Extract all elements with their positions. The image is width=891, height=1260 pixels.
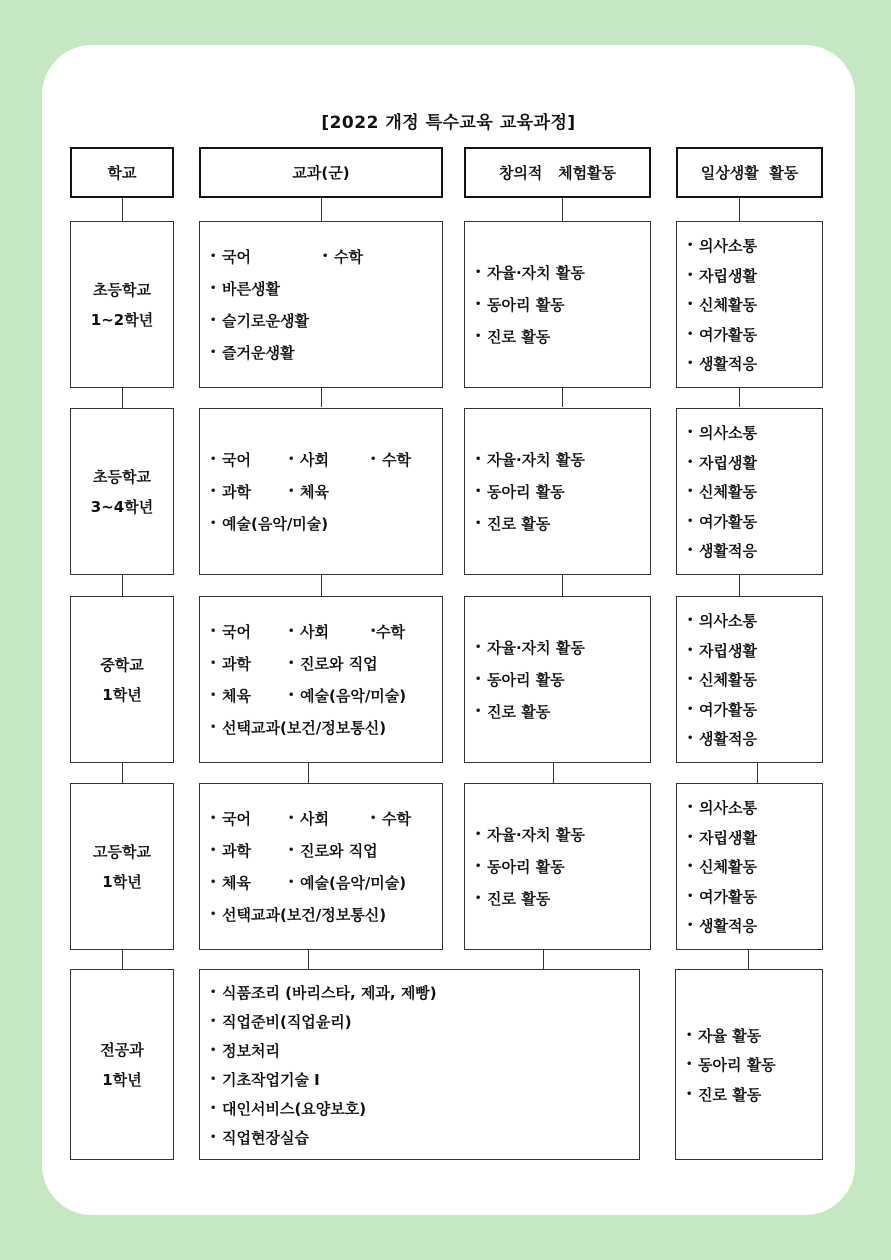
list-item: • 수학 xyxy=(322,248,363,266)
page-title: [2022 개정 특수교육 교육과정] xyxy=(321,113,576,133)
grade-name: 고등학교 xyxy=(93,842,151,861)
grade-year: 1학년 xyxy=(102,685,142,704)
grade-name: 중학교 xyxy=(100,655,144,674)
subject-row xyxy=(210,616,442,648)
header-daily xyxy=(676,147,823,198)
list-item: • 진로와 직업 xyxy=(288,842,378,860)
list-item: • 의사소통 xyxy=(687,799,757,817)
list-item: • 체육 xyxy=(210,687,251,705)
connector-daily-3 xyxy=(757,762,758,784)
list-item: • 사회 xyxy=(288,810,329,828)
grade-elem-3-4 xyxy=(70,408,174,575)
header-subjects xyxy=(199,147,443,198)
list-item: • 슬기로운생활 xyxy=(210,312,309,330)
list-item: • 예술(음악/미술) xyxy=(210,515,329,533)
list-item: • 의사소통 xyxy=(687,424,757,442)
list-item: • 식품조리 (바리스타, 제과, 제빵) xyxy=(210,983,437,1002)
list-item: • 국어 xyxy=(210,451,251,469)
list-item: • 동아리 활동 xyxy=(475,483,565,501)
list-item: • 자립생활 xyxy=(687,641,757,660)
list-item: • 선택교과(보건/정보통신) xyxy=(210,719,387,737)
list-item: • 국어 xyxy=(210,810,251,828)
subject-row xyxy=(210,444,442,476)
list-item: • 직업준비(직업윤리) xyxy=(210,1012,352,1031)
subject-row xyxy=(210,803,442,835)
list-item: • 자립생활 xyxy=(687,453,757,472)
header-creative xyxy=(464,147,651,198)
list-item: • 여가활동 xyxy=(687,512,757,531)
creative-high-1 xyxy=(464,783,651,950)
list-item: • 즐거운생활 xyxy=(210,344,295,362)
grade-name: 초등학교 xyxy=(93,280,151,299)
list-item: • 대인서비스(요양보호) xyxy=(210,1099,367,1118)
header-subjects-label: 교과(군) xyxy=(292,164,350,182)
list-item: • 예술(음악/미술) xyxy=(288,687,407,705)
connector-daily-4 xyxy=(748,948,749,970)
list-item: • 사회 xyxy=(288,623,329,641)
list-item: • 자율 활동 xyxy=(686,1026,762,1045)
header-school-label: 학교 xyxy=(107,164,137,182)
subjects-high-1 xyxy=(199,783,443,950)
list-item: • 자율·자치 활동 xyxy=(475,826,585,844)
list-item: • 신체활동 xyxy=(687,858,757,876)
list-item: • 의사소통 xyxy=(687,237,757,255)
list-item: • 수학 xyxy=(370,451,411,469)
list-item: • 의사소통 xyxy=(687,612,757,630)
list-item: • 생활적응 xyxy=(687,355,757,373)
connector-daily-2 xyxy=(739,575,740,597)
creative-elem-3-4 xyxy=(464,408,651,575)
subjects-elem-1-2 xyxy=(199,221,443,388)
daily-middle-1 xyxy=(676,596,823,763)
list-item: • 국어 xyxy=(210,248,251,266)
list-item: • 직업현장실습 xyxy=(210,1128,309,1147)
list-item: • 여가활동 xyxy=(687,325,757,344)
list-item: • 여가활동 xyxy=(687,700,757,719)
list-item: • 진로 활동 xyxy=(475,328,551,346)
list-item: • 신체활동 xyxy=(687,671,757,689)
list-item: • 동아리 활동 xyxy=(475,296,565,314)
list-item: • 자립생활 xyxy=(687,266,757,285)
list-item: • 자율·자치 활동 xyxy=(475,264,585,282)
grade-name: 초등학교 xyxy=(93,467,151,486)
grade-year: 1학년 xyxy=(102,872,142,891)
header-creative-label: 창의적 체험활동 xyxy=(498,164,617,182)
list-item: • 선택교과(보건/정보통신) xyxy=(210,906,387,924)
list-item: • 정보처리 xyxy=(210,1041,280,1060)
list-item: • 생활적응 xyxy=(687,730,757,748)
list-item: • 동아리 활동 xyxy=(686,1056,776,1074)
connector-subjects-4 xyxy=(308,948,309,970)
daily-high-1 xyxy=(676,783,823,950)
connector-subjects-2 xyxy=(321,575,322,597)
list-item: • 신체활동 xyxy=(687,296,757,314)
grade-year: 1학년 xyxy=(102,1070,142,1089)
subject-row xyxy=(210,680,442,712)
connector-creative-2 xyxy=(562,575,563,597)
list-item: • 진로 활동 xyxy=(475,703,551,721)
list-item: • 신체활동 xyxy=(687,483,757,501)
connector-creative-3 xyxy=(553,762,554,784)
list-item: • 체육 xyxy=(288,483,329,501)
list-item: • 자립생활 xyxy=(687,828,757,847)
list-item: • 예술(음악/미술) xyxy=(288,874,407,892)
list-item: • 과학 xyxy=(210,655,251,673)
list-item: • 진로와 직업 xyxy=(288,655,378,673)
daily-elem-3-4 xyxy=(676,408,823,575)
creative-middle-1 xyxy=(464,596,651,763)
daily-elem-1-2 xyxy=(676,221,823,388)
list-item: • 기초작업기술 I xyxy=(210,1070,320,1089)
creative-elem-1-2 xyxy=(464,221,651,388)
list-item: • 체육 xyxy=(210,874,251,892)
list-item: • 과학 xyxy=(210,483,251,501)
grade-year: 1~2학년 xyxy=(90,310,154,329)
list-item: • 바른생활 xyxy=(210,280,280,298)
grade-year: 3~4학년 xyxy=(90,497,154,516)
list-item: • 여가활동 xyxy=(687,887,757,906)
subjects-middle-1 xyxy=(199,596,443,763)
list-item: • 생활적응 xyxy=(687,917,757,935)
connector-creative-4 xyxy=(543,948,544,970)
list-item: • 진로 활동 xyxy=(686,1085,762,1104)
list-item: • 자율·자치 활동 xyxy=(475,639,585,657)
subject-row xyxy=(210,867,442,899)
list-item: • 사회 xyxy=(288,451,329,469)
subjects-major-1 xyxy=(199,969,640,1160)
creative-major-1 xyxy=(675,969,823,1160)
list-item: • 동아리 활동 xyxy=(475,858,565,876)
header-daily-label: 일상생활 활동 xyxy=(700,164,799,182)
list-item: • 진로 활동 xyxy=(475,890,551,908)
grade-middle-1 xyxy=(70,596,174,763)
list-item: • 생활적응 xyxy=(687,542,757,560)
list-item: • 과학 xyxy=(210,842,251,860)
subject-row xyxy=(210,648,442,680)
list-item: • 국어 xyxy=(210,623,251,641)
list-item: • 동아리 활동 xyxy=(475,671,565,689)
subject-row xyxy=(210,835,442,867)
list-item: • 자율·자치 활동 xyxy=(475,451,585,469)
list-item: • 진로 활동 xyxy=(475,515,551,533)
subject-row xyxy=(210,476,442,508)
subject-row xyxy=(210,241,442,273)
grade-high-1 xyxy=(70,783,174,950)
list-item: • 수학 xyxy=(370,810,411,828)
grade-name: 전공과 xyxy=(100,1040,144,1059)
grade-major-1 xyxy=(70,969,174,1160)
list-item: • 수학 xyxy=(370,623,405,641)
subjects-elem-3-4 xyxy=(199,408,443,575)
connector-subjects-3 xyxy=(308,762,309,784)
header-school xyxy=(70,147,174,198)
grade-elem-1-2 xyxy=(70,221,174,388)
